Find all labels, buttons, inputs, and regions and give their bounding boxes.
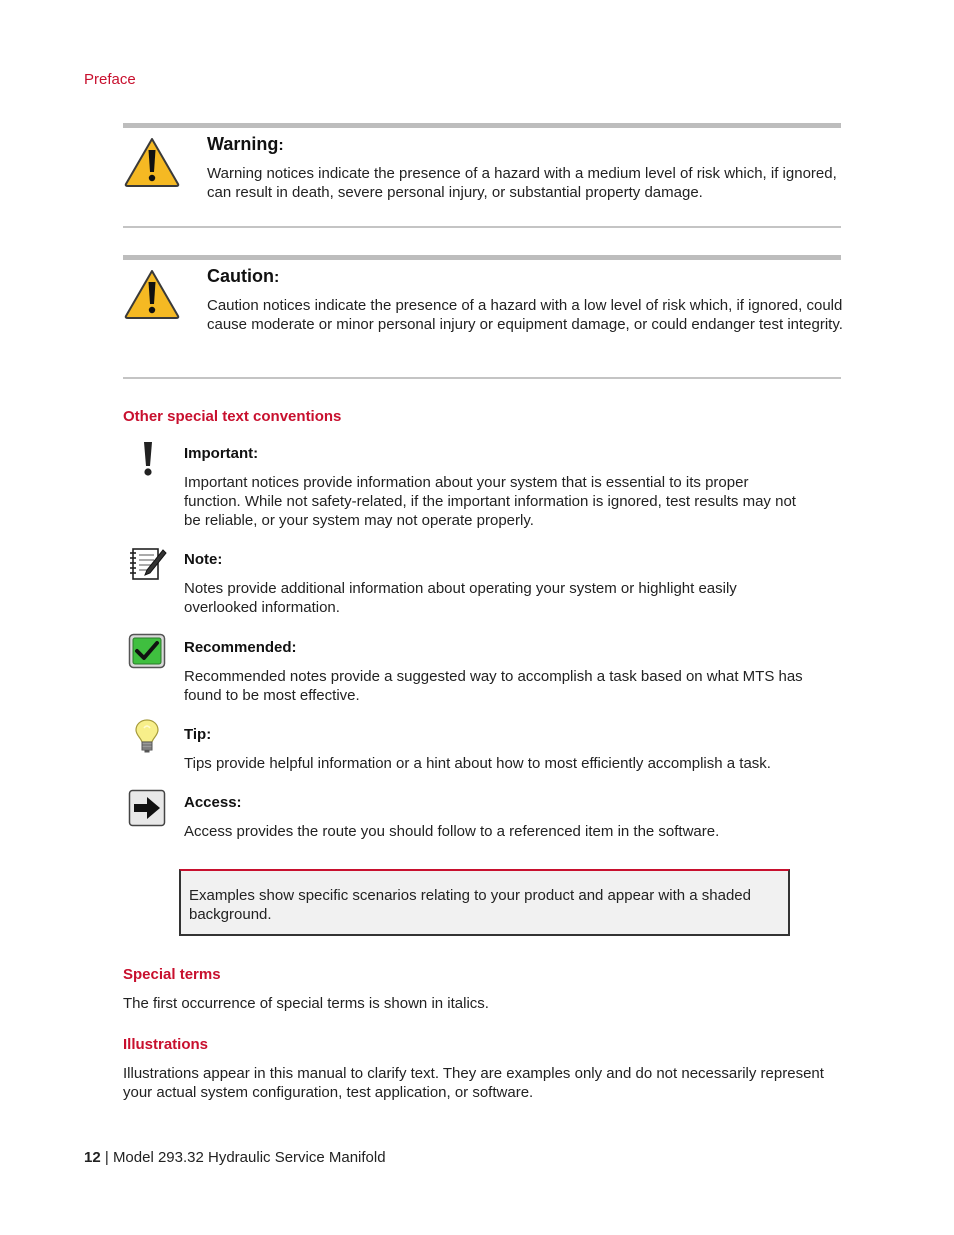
access-title: Access: xyxy=(184,794,242,811)
checkmark-icon xyxy=(128,633,166,669)
important-body: Important notices provide information about your system that is essential to its proper function. While not safety-related, if the important information is ignored, test results may not be reliable, or your system may not operate properly. xyxy=(184,474,796,529)
warning-body: Warning notices indicate the presence of a hazard with a medium level of risk which, if ignored, can result in death, severe personal injury, or substantial property damage. xyxy=(207,165,837,201)
tip-body: Tips provide helpful information or a hint about how to most efficiently accomplish a task. xyxy=(184,755,771,772)
note-body: Notes provide additional information about operating your system or highlight easily overlooked information. xyxy=(184,580,737,616)
special-terms-heading: Special terms xyxy=(123,966,221,983)
access-body: Access provides the route you should follow to a referenced item in the software. xyxy=(184,823,720,840)
warning-icon xyxy=(123,136,181,188)
running-head: Preface xyxy=(84,71,136,88)
recommended-title: Recommended: xyxy=(184,639,297,656)
illustrations-body: Illustrations appear in this manual to clarify text. They are examples only and do not necessarily represent your actual system configuration, test application, or software. xyxy=(123,1065,824,1101)
page-number: 12 xyxy=(84,1149,101,1166)
arrow-right-icon xyxy=(128,789,166,827)
conventions-heading: Other special text conventions xyxy=(123,408,342,425)
special-terms-body: The first occurrence of special terms is shown in italics. xyxy=(123,995,489,1012)
caution-icon xyxy=(123,268,181,320)
recommended-body: Recommended notes provide a suggested way to accomplish a task based on what MTS has found to be most effective. xyxy=(184,668,803,704)
note-title: Note: xyxy=(184,551,223,568)
page-footer xyxy=(84,1149,386,1166)
notepad-pencil-icon xyxy=(128,546,168,582)
tip-title: Tip: xyxy=(184,726,212,743)
warning-title: Warning: xyxy=(207,134,284,154)
manual-title: Model 293.32 Hydraulic Service Manifold xyxy=(112,1149,386,1166)
lightbulb-icon xyxy=(134,718,160,754)
warning-bottom-rule xyxy=(123,226,841,228)
footer-separator: | xyxy=(104,1149,109,1166)
caution-body: Caution notices indicate the presence of a hazard with a low level of risk which, if ignored, could cause moderate or minor personal injury or equipment damage, or could endanger test integrity. xyxy=(207,297,843,333)
caution-bottom-rule xyxy=(123,377,841,379)
warning-top-rule xyxy=(123,123,841,128)
caution-title: Caution: xyxy=(207,266,280,286)
illustrations-heading: Illustrations xyxy=(123,1036,209,1053)
exclamation-icon xyxy=(141,441,155,477)
important-title: Important: xyxy=(184,445,259,462)
example-text: Examples show specific scenarios relating to your product and appear with a shaded background. xyxy=(189,887,751,923)
example-box xyxy=(179,869,790,936)
caution-top-rule xyxy=(123,255,841,260)
